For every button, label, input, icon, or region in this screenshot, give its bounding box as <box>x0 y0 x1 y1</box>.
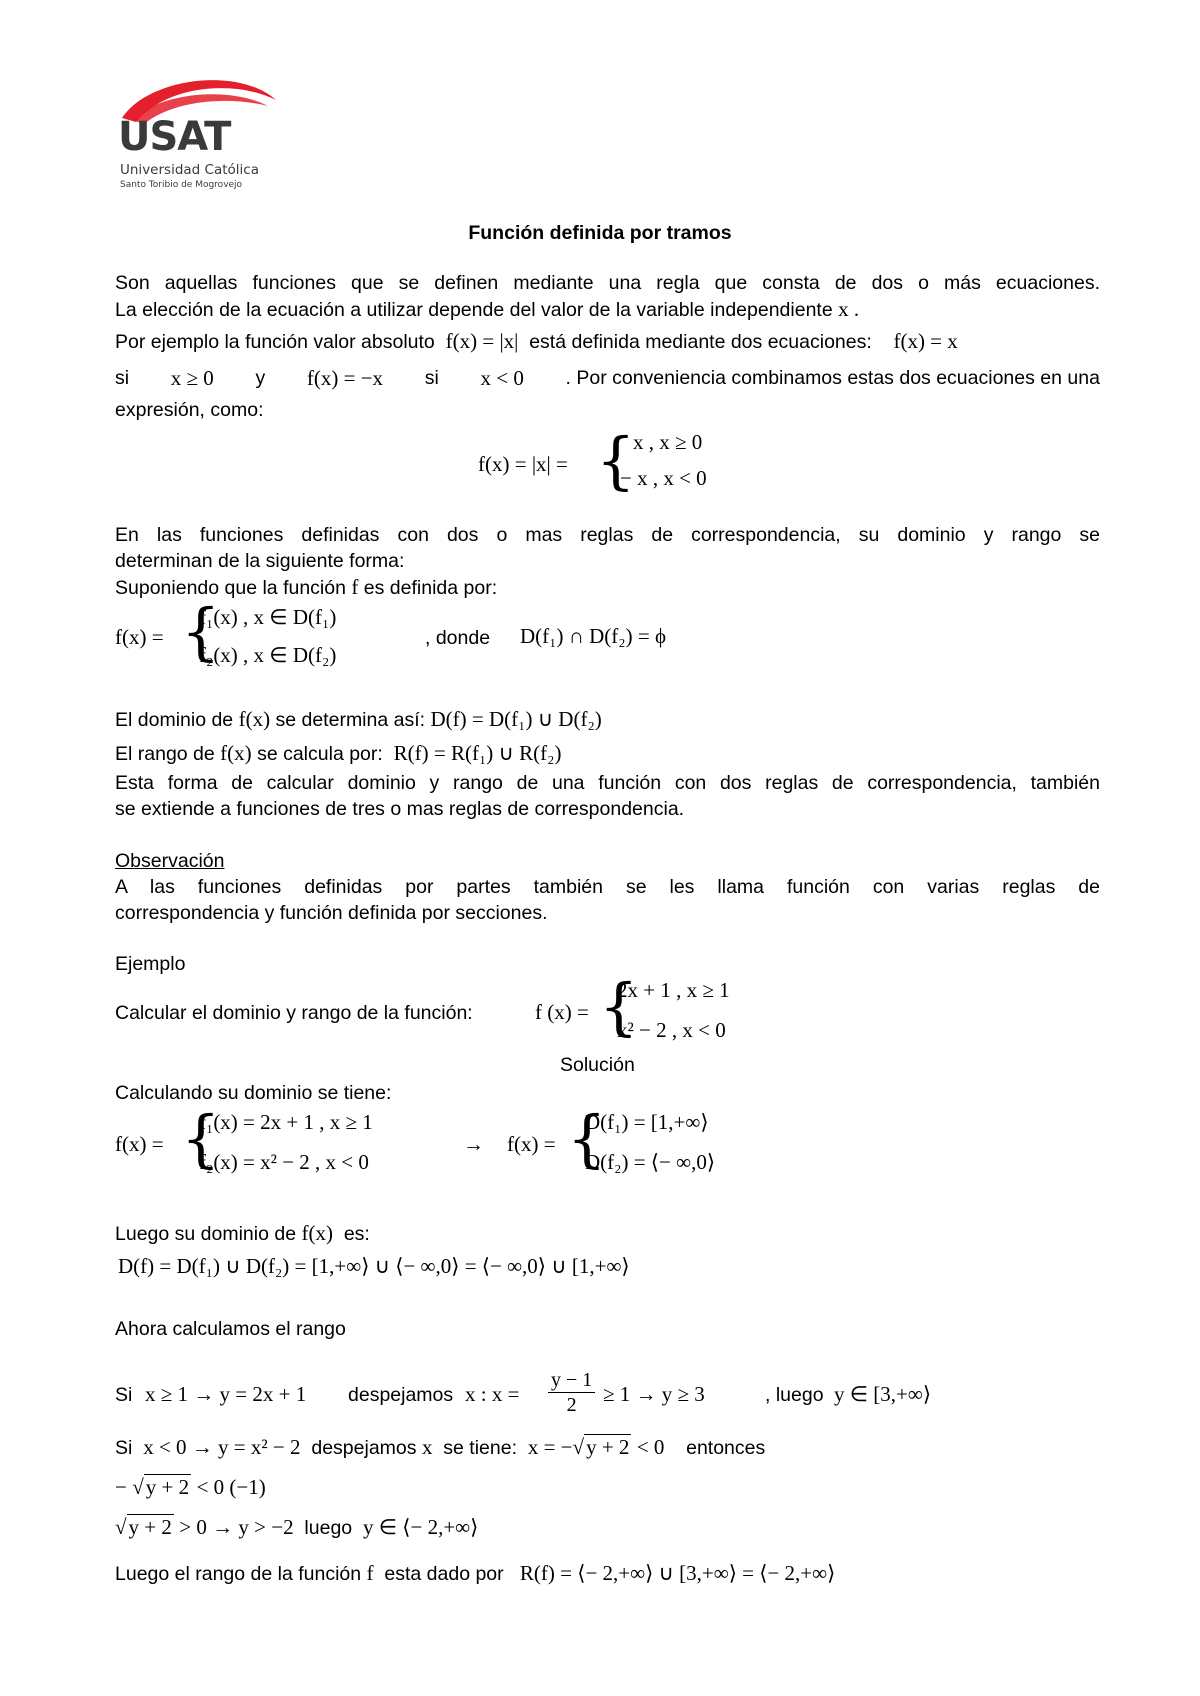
logo-name: USAT <box>118 114 231 160</box>
solution-formula-case-2: f₂(x) = x² − 2 , x < 0 <box>199 1150 369 1174</box>
brace-icon: { <box>181 595 221 668</box>
example-formula-lhs: f (x) = <box>535 1000 589 1024</box>
range-intro: Ahora calculamos el rango <box>115 1318 346 1340</box>
general-formula-case-1: f₁(x) , x ∈ D(f₁) <box>199 605 337 629</box>
domain-formula-case-2: D(f₂) = ⟨− ∞,0⟩ <box>585 1150 716 1174</box>
domain-formula-lhs: f(x) = <box>507 1132 556 1156</box>
intro-line-4: si x ≥ 0 y f(x) = −x si x < 0 . Por conveniencia combinamos estas dos ecuaciones en una <box>115 366 1100 390</box>
intro-line-2: La elección de la ecuación a utilizar depende del valor de la variable independiente x . <box>115 297 860 321</box>
intro-line-3: Por ejemplo la función valor absoluto f(x) = |x| está definida mediante dos ecuaciones: f(x) = x <box>115 329 958 353</box>
example-task: Calcular el dominio y rango de la función: <box>115 1002 473 1024</box>
brace-icon: { <box>567 1102 607 1175</box>
example-formula-case-1: 2x + 1 , x ≥ 1 <box>617 978 730 1002</box>
domain-intro: Calculando su dominio se tiene: <box>115 1082 392 1104</box>
logo-line1: Universidad Católica <box>120 162 259 178</box>
general-formula-lhs: f(x) = <box>115 625 164 649</box>
observation-heading: Observación <box>115 850 225 872</box>
intro-line-5: expresión, como: <box>115 399 264 421</box>
brace-icon: { <box>181 1102 221 1175</box>
abs-formula-case-2: − x , x < 0 <box>620 466 707 490</box>
extension-line-2: se extiende a funciones de tres o mas reglas de correspondencia. <box>115 798 685 820</box>
example-heading: Ejemplo <box>115 953 186 975</box>
range-step-3: − √y + 2 < 0 (−1) <box>115 1475 266 1499</box>
general-formula <box>115 595 815 673</box>
example-formula-case-2: x² − 2 , x < 0 <box>617 1018 726 1042</box>
general-line-3: Suponiendo que la función f es definida por: <box>115 575 498 599</box>
range-step-4: √y + 2 > 0 → y > −2 luego y ∈ ⟨− 2,+∞⟩ <box>115 1515 479 1539</box>
general-line-2: determinan de la siguiente forma: <box>115 550 405 572</box>
page-title: Función definida por tramos <box>468 222 732 244</box>
abs-formula-lhs: f(x) = |x| = <box>478 452 568 476</box>
observation-line-2: correspondencia y función definida por secciones. <box>115 902 548 924</box>
solution-formula-lhs: f(x) = <box>115 1132 164 1156</box>
logo-line2: Santo Toribio de Mogrovejo <box>120 180 243 190</box>
extension-line-1: Esta forma de calcular dominio y rango de una función con dos reglas de correspondencia, también <box>115 772 1100 794</box>
general-line-1: En las funciones definidas con dos o mas reglas de correspondencia, su dominio y rango se <box>115 524 1100 546</box>
general-formula-where: , donde <box>425 627 491 649</box>
domain-then: Luego su dominio de f(x) es: <box>115 1221 370 1245</box>
general-formula-where-math: D(f₁) ∩ D(f₂) = ϕ <box>520 624 666 648</box>
solution-heading: Solución <box>560 1054 635 1076</box>
domain-formula-case-1: D(f₁) = [1,+∞⟩ <box>585 1110 709 1134</box>
domain-result: D(f) = D(f₁) ∪ D(f₂) = [1,+∞⟩ ∪ ⟨− ∞,0⟩ = ⟨− ∞,0⟩ ∪ [1,+∞⟩ <box>118 1254 630 1278</box>
general-formula-case-2: f₂(x) , x ∈ D(f₂) <box>199 643 337 667</box>
brace-icon: { <box>599 970 639 1043</box>
range-step-2: Si x < 0 → y = x² − 2 despejamos x se tiene: x = −√y + 2 < 0 entonces <box>115 1435 766 1459</box>
solution-formula-case-1: f₁(x) = 2x + 1 , x ≥ 1 <box>199 1110 373 1134</box>
observation-line-1: A las funciones definidas por partes también se les llama función con varias reglas de <box>115 876 1100 898</box>
solution-formula <box>115 1102 815 1182</box>
range-final: Luego el rango de la función f esta dado por R(f) = ⟨− 2,+∞⟩ ∪ [3,+∞⟩ = ⟨− 2,+∞⟩ <box>115 1561 836 1585</box>
abs-formula-case-1: x , x ≥ 0 <box>633 430 703 454</box>
arrow-icon: → <box>463 1132 484 1156</box>
range-rule: El rango de f(x) se calcula por: R(f) = R(f₁) ∪ R(f₂) <box>115 741 562 765</box>
logo <box>118 70 298 190</box>
domain-rule: El dominio de f(x) se determina así: D(f) = D(f₁) ∪ D(f₂) <box>115 707 602 731</box>
intro-line-1: Son aquellas funciones que se definen mediante una regla que consta de dos o más ecuaciones. <box>115 272 1100 294</box>
brace-icon: { <box>596 424 636 497</box>
